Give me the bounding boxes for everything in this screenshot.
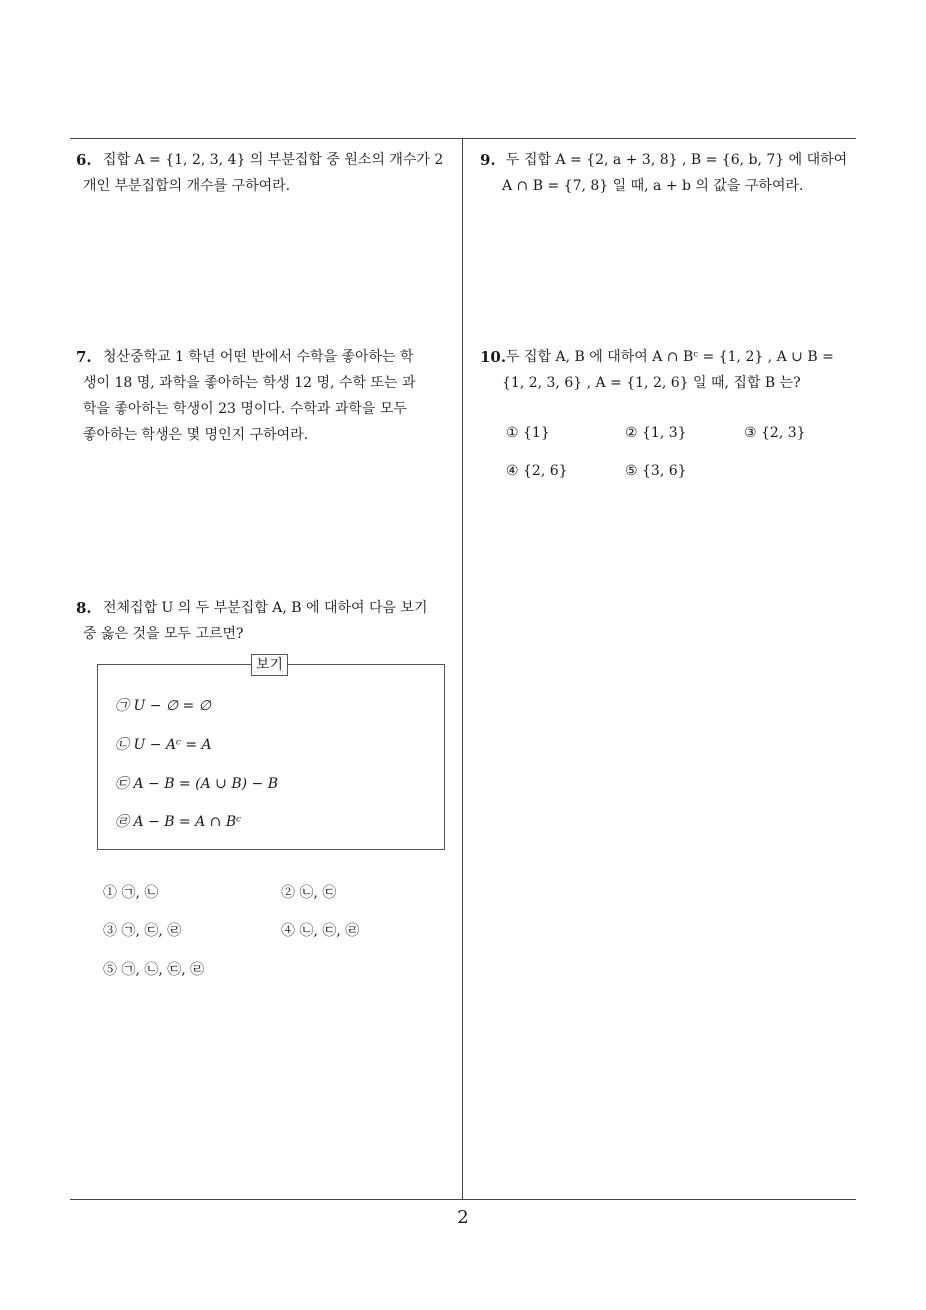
problem-6 (76, 147, 458, 199)
problem-text: 학을 좋아하는 학생이 23 명이다. 수학과 과학을 모두 (83, 401, 407, 417)
answer-choice-3[interactable]: ③ {2, 3} (744, 425, 806, 441)
answer-choice-1[interactable]: ① {1} (506, 425, 550, 441)
example-item: ㉢ A − B = (A ∪ B) − B (115, 776, 278, 792)
problem-text: 집합 A = {1, 2, 3, 4} 의 부분집합 중 원소의 개수가 2 (103, 152, 444, 168)
problem-text: 청산중학교 1 학년 어떤 반에서 수학을 좋아하는 학 (103, 349, 414, 365)
problem-text: A ∩ B = {7, 8} 일 때, a + b 의 값을 구하여라. (502, 178, 804, 194)
problem-number: 7. (76, 348, 92, 366)
answer-choice-4[interactable]: ④ ㉡, ㉢, ㉣ (281, 923, 360, 939)
example-box (97, 657, 445, 850)
problem-text: {1, 2, 3, 6} , A = {1, 2, 6} 일 때, 집합 B 는? (502, 375, 801, 391)
bottom-rule (70, 1199, 856, 1200)
answer-choice-4[interactable]: ④ {2, 6} (506, 463, 568, 479)
problem-9 (480, 147, 861, 199)
problem-text: 전체집합 U 의 두 부분집합 A, B 에 대하여 다음 보기 (103, 600, 428, 616)
problem-text: 두 집합 A, B 에 대하여 A ∩ Bᶜ = {1, 2} , A ∪ B = (506, 349, 834, 365)
example-item: ㉠ U − ∅ = ∅ (115, 698, 211, 714)
example-item: ㉣ A − B = A ∩ Bᶜ (115, 814, 242, 830)
answer-choice-5[interactable]: ⑤ ㉠, ㉡, ㉢, ㉣ (103, 962, 205, 978)
answer-choice-2[interactable]: ② {1, 3} (625, 425, 687, 441)
example-item: ㉡ U − Aᶜ = A (115, 737, 212, 753)
problem-7 (76, 344, 458, 448)
problem-text: 개인 부분집합의 개수를 구하여라. (83, 178, 291, 194)
problem-text: 두 집합 A = {2, a + 3, 8} , B = {6, b, 7} 에 대하여 (506, 152, 848, 168)
problem-number: 8. (76, 599, 92, 617)
example-box-title: 보기 (251, 654, 288, 676)
page-number: 2 (457, 1207, 469, 1228)
answer-choice-5[interactable]: ⑤ {3, 6} (625, 463, 687, 479)
problem-number: 9. (480, 151, 496, 169)
answer-choice-1[interactable]: ① ㉠, ㉡ (103, 885, 159, 901)
problem-10 (480, 344, 861, 396)
problem-number: 10. (480, 348, 507, 366)
answer-choice-3[interactable]: ③ ㉠, ㉢, ㉣ (103, 923, 182, 939)
top-rule (70, 138, 856, 139)
column-divider (462, 138, 463, 1200)
problem-text: 중 옳은 것을 모두 고르면? (83, 626, 244, 642)
answer-choice-2[interactable]: ② ㉡, ㉢ (281, 885, 337, 901)
problem-text: 생이 18 명, 과학을 좋아하는 학생 12 명, 수학 또는 과 (83, 375, 416, 391)
problem-8 (76, 595, 458, 647)
problem-text: 좋아하는 학생은 몇 명인지 구하여라. (83, 427, 309, 443)
problem-number: 6. (76, 151, 92, 169)
